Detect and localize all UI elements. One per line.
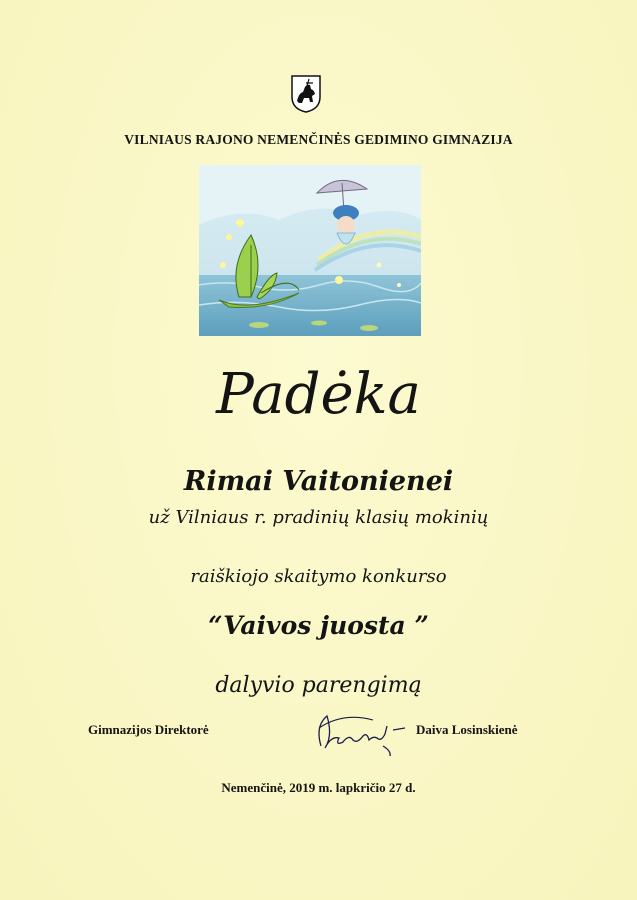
place-and-date: Nemenčinė, 2019 m. lapkričio 27 d. <box>221 780 416 795</box>
certificate-title: Padėka <box>216 362 421 427</box>
body-line-4: dalyvio parengimą <box>215 673 422 698</box>
signatory-role: Gimnazijos Direktorė <box>88 722 209 737</box>
handwritten-signature <box>313 706 408 756</box>
contest-name: “Vaivos juosta ” <box>208 611 429 640</box>
school-name: VILNIAUS RAJONO NEMENČINĖS GEDIMINO GIMNAZIJA <box>124 132 513 147</box>
signatory-name: Daiva Losinskienė <box>416 722 518 737</box>
recipient-name: Rimai Vaitonienei <box>183 466 454 497</box>
coat-of-arms-icon <box>291 75 321 113</box>
fairy-illustration <box>199 165 421 336</box>
body-line-1: už Vilniaus r. pradinių klasių mokinių <box>148 507 489 528</box>
body-line-2: raiškiojo skaitymo konkurso <box>190 566 447 587</box>
